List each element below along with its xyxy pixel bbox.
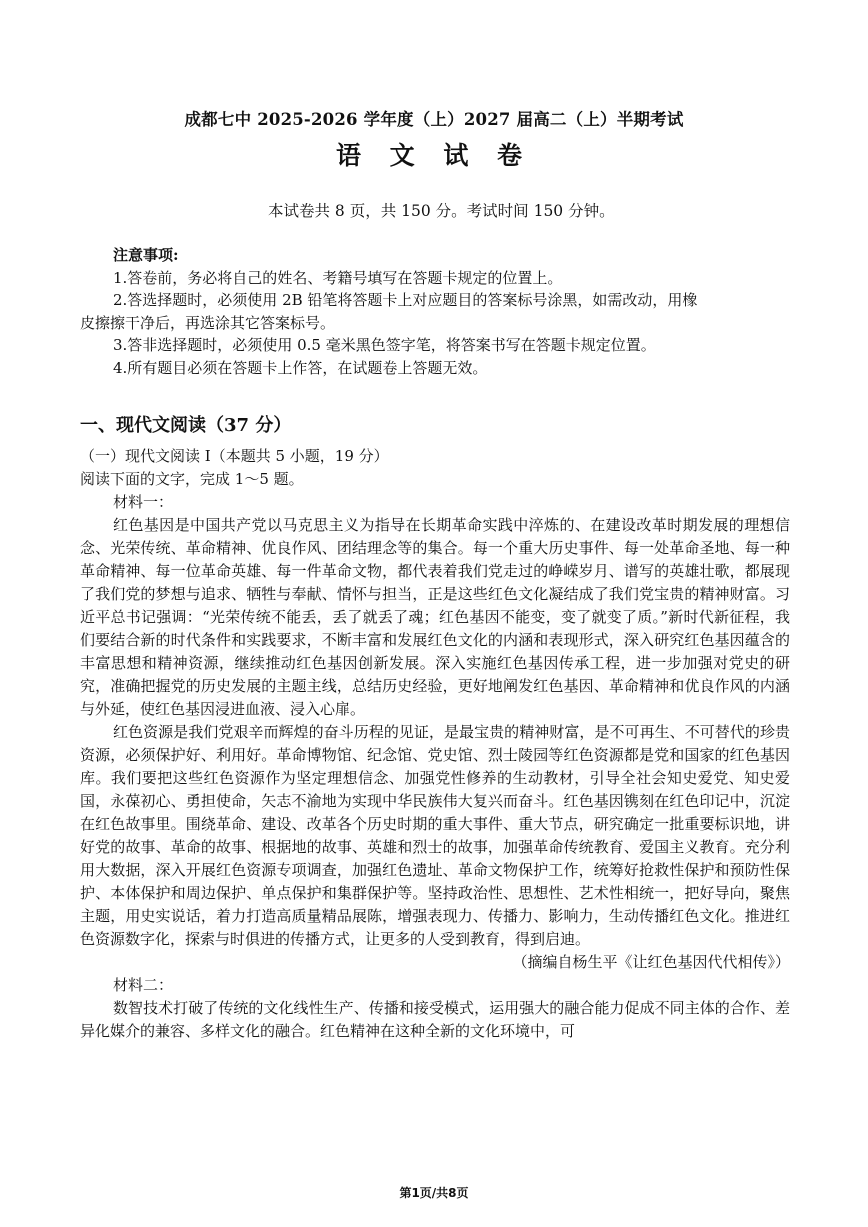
exam-info: 本试卷共 8 页，共 150 分。考试时间 150 分钟。 <box>268 202 615 220</box>
instruction: 阅读下面的文字，完成 1～5 题。 <box>80 470 304 488</box>
notes-item-2: 2.答选择题时，必须使用 2B 铅笔将答题卡上对应题目的答案标号涂黑，如需改动，用橡 <box>113 291 698 309</box>
subsection-title: （一）现代文阅读 I（本题共 5 小题，19 分） <box>80 447 389 465</box>
reading-body <box>80 445 790 1043</box>
notes-heading: 注意事项: <box>113 246 179 264</box>
material-1-label: 材料一： <box>113 493 174 511</box>
notes-item-1: 1.答卷前，务必将自己的姓名、考籍号填写在答题卡规定的位置上。 <box>113 268 563 287</box>
notes-item-4: 4.所有题目必须在答题卡上作答，在试题卷上答题无效。 <box>113 358 488 377</box>
exam-header-line: 成都七中 2025-2026 学年度（上）2027 届高二（上）半期考试 <box>184 110 684 129</box>
exam-title: 语 文 试 卷 <box>335 141 533 170</box>
notes-block <box>80 244 788 379</box>
material-2-label: 材料二： <box>113 976 174 994</box>
page-number: 第1页/共8页 <box>399 1186 469 1200</box>
paragraph-3: 数智技术打破了传统的文化线性生产、传播和接受模式，运用强大的融合能力促成不同主体的合作、差异化媒介的兼容、多样文化的融合。红色精神在这种全新的文化环境中，可 <box>80 999 790 1040</box>
notes-item-2-continued: 皮擦擦干净后，再选涂其它答案标号。 <box>80 313 336 332</box>
notes-item-3: 3.答非选择题时，必须使用 0.5 毫米黑色签字笔，将答案书写在答题卡规定位置。 <box>113 336 656 354</box>
section-title: 一、现代文阅读（37 分） <box>80 415 292 436</box>
paragraph-2: 红色资源是我们党艰辛而辉煌的奋斗历程的见证，是最宝贵的精神财富，是不可再生、不可替代的珍贵资源，必须保护好、利用好。革命博物馆、纪念馆、党史馆、烈士陵园等红色资源都是党和国家的红色基因库。我们要把这些红色资源作为坚定理想信念、加强党性修养的生动教材，引导全社会知史爱党、知史爱国，永葆初心、勇担使命，矢志不渝地为实现中华民族伟大复兴而奋斗。红色基因镌刻在红色印记中，沉淀在红色故事里。围绕革命、建设、改革各个历史时期的重大事件、重大节点，研究确定一批重要标识地，讲好党的故事、革命的故事、根据地的故事、英雄和烈士的故事，加强革命传统教育、爱国主义教育。充分利用大数据，深入开展红色资源专项调查，加强红色遗址、革命文物保护工作，统筹好抢救性保护和预防性保护、本体保护和周边保护、单点保护和集群保护等。坚持政治性、思想性、艺术性相统一，把好导向，聚焦主题，用史实说话，着力打造高质量精品展陈，增强表现力、传播力、影响力，生动传播红色文化。推进红色资源数字化，探索与时俱进的传播方式，让更多的人受到教育，得到启迪。 <box>80 723 790 948</box>
source-citation: （摘编自杨生平《让红色基因代代相传》） <box>512 953 790 971</box>
paragraph-1: 红色基因是中国共产党以马克思主义为指导在长期革命实践中淬炼的、在建设改革时期发展的理想信念、光荣传统、革命精神、优良作风、团结理念等的集合。每一个重大历史事件、每一处革命圣地、每一种革命精神、每一位革命英雄、每一件革命文物，都代表着我们党走过的峥嵘岁月、谱写的英雄壮歌，都展现了我们党的梦想与追求、牺牲与奉献、情怀与担当，正是这些红色文化凝结成了我们党宝贵的精神财富。习近平总书记强调：“光荣传统不能丢，丢了就丢了魂；红色基因不能变，变了就变了质。”新时代新征程，我们要结合新的时代条件和实践要求，不断丰富和发展红色文化的内涵和表现形式，深入研究红色基因蕴含的丰富思想和精神资源，继续推动红色基因创新发展。深入实施红色基因传承工程，进一步加强对党史的研究，准确把握党的历史发展的主题主线，总结历史经验，更好地阐发红色基因、革命精神和优良作风的内涵与外延，使红色基因浸进血液、浸入心扉。 <box>80 516 790 718</box>
